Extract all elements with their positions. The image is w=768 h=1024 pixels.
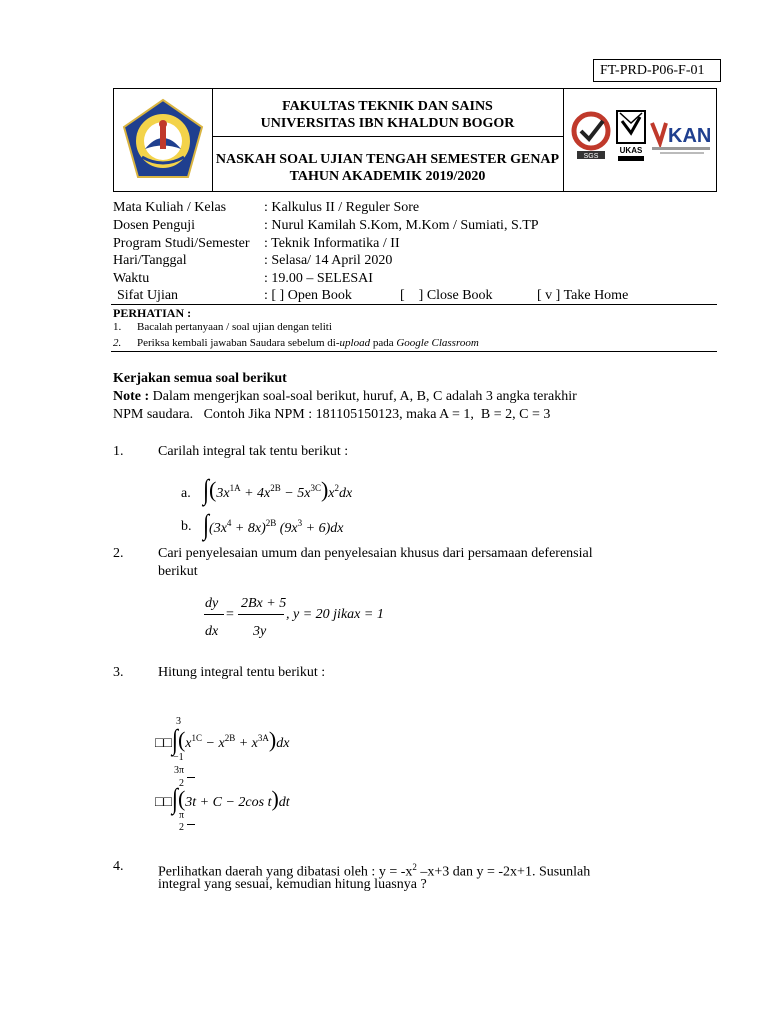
time-value: : 19.00 – SELESAI <box>264 271 373 286</box>
q3b-formula: □□∫(3t + C − 2cos t)dt <box>155 782 290 815</box>
attention-item-1-num: 1. <box>113 321 122 333</box>
q2-denominator-right: 3y <box>253 624 267 639</box>
question-4-number: 4. <box>113 859 124 874</box>
attention-item-2-text: pada <box>370 337 397 349</box>
divider <box>111 351 717 352</box>
attention-item-2-classroom: Google Classroom <box>396 337 479 349</box>
svg-text:SGS: SGS <box>583 153 599 160</box>
attention-item-2-num: 2. <box>113 337 122 349</box>
exam-type-close-book: [ ] Close Book <box>400 288 493 303</box>
faculty-name: FAKULTAS TEKNIK DAN SAINS <box>282 99 493 114</box>
question-1b-label: b. <box>181 519 192 534</box>
program-value: : Teknik Informatika / II <box>264 236 400 251</box>
fraction-bar <box>204 614 224 615</box>
fraction-bar <box>187 777 195 778</box>
attention-item-2 <box>137 336 479 350</box>
form-code-box <box>593 59 721 82</box>
question-1-text: Carilah integral tak tentu berikut : <box>158 444 349 459</box>
q3a-lower-limit: −1 <box>173 752 184 763</box>
program-label: Program Studi/Semester <box>113 236 250 251</box>
divider <box>111 304 717 305</box>
university-seal-logo <box>120 97 206 183</box>
question-3-text: Hitung integral tentu berikut : <box>158 665 326 680</box>
course-value: : Kalkulus II / Reguler Sore <box>264 200 420 215</box>
date-label: Hari/Tanggal <box>113 253 187 268</box>
divider <box>563 89 564 191</box>
question-1a-formula: $\int(3x^{1A} + 4x^{2B} - 5x^{3C})x^2dx$ <box>203 473 353 506</box>
note-label: Note : <box>113 389 150 404</box>
q3b-upper-limit: 3π <box>174 765 185 776</box>
date-value: : Selasa/ 14 April 2020 <box>264 253 393 268</box>
question-2-number: 2. <box>113 546 124 561</box>
question-2-text: Cari penyelesaian umum dan penyelesaian khusus dari persamaan deferensial <box>158 546 593 561</box>
q4-text: Perlihatkan daerah yang dibatasi oleh : y = -x <box>158 864 413 880</box>
question-4-text-line2: integral yang sesuai, kemudian hitung luasnya ? <box>158 877 427 892</box>
q2-denominator-left: dx <box>205 624 219 639</box>
course-label: Mata Kuliah / Kelas <box>113 200 227 215</box>
q3b-lower-limit: π <box>179 810 185 821</box>
fraction-bar <box>238 614 284 615</box>
attention-title: PERHATIAN : <box>113 306 192 320</box>
attention-item-1: Bacalah pertanyaan / soal ujian dengan teliti <box>137 321 332 333</box>
q3a-formula: $□□\int(x^{1C} - x^{2B} + x^{3A})dx$ <box>155 723 290 756</box>
question-1a-label: a. <box>181 486 191 501</box>
kan-certification-logo <box>650 119 712 155</box>
note-text: Dalam mengerjkan soal-soal berikut, huruf, A, B, C adalah 3 angka terakhir <box>149 389 577 404</box>
sgs-certification-logo <box>571 111 611 161</box>
question-1b-formula: $\int(3x^4 + 8x)^{2B}$ $(9x^3 + 6)dx$ <box>203 508 344 541</box>
svg-text:KAN: KAN <box>668 125 712 147</box>
instructions-heading: Kerjakan semua soal berikut <box>113 371 287 386</box>
ukas-certification-logo <box>615 109 647 163</box>
q2-equals: = <box>226 607 234 622</box>
attention-item-2-text: Periksa kembali jawaban Saudara sebelum di- <box>137 337 340 349</box>
exam-type-label: Sifat Ujian <box>117 288 179 303</box>
question-1-number: 1. <box>113 444 124 459</box>
header-table <box>113 88 717 192</box>
q2-numerator-right: 2Bx + 5 <box>241 596 287 611</box>
lecturer-label: Dosen Penguji <box>113 218 196 233</box>
q4-text: –x+3 dan y = -2x+1. Susunlah <box>416 864 591 880</box>
q2-numerator-left: dy <box>205 596 219 611</box>
q2-condition: , y = 20 jikax = 1 <box>286 607 384 622</box>
academic-year: TAHUN AKADEMIK 2019/2020 <box>289 169 486 184</box>
instructions-note <box>113 388 577 406</box>
instructions-note-line2: NPM saudara. Contoh Jika NPM : 181105150123, maka A = 1, B = 2, C = 3 <box>113 407 551 422</box>
time-label: Waktu <box>113 271 150 286</box>
q3b-upper-denominator: 2 <box>179 778 184 789</box>
exam-type-open-book: : [ ] Open Book <box>264 288 352 303</box>
lecturer-value: : Nurul Kamilah S.Kom, M.Kom / Sumiati, S.TP <box>264 218 539 233</box>
question-2-text-line2: berikut <box>158 564 198 579</box>
exam-title: NASKAH SOAL UJIAN TENGAH SEMESTER GENAP <box>215 152 560 167</box>
exam-type-take-home: [ v ] Take Home <box>537 288 629 303</box>
q4-exponent: 2 <box>412 862 417 872</box>
q3a-upper-limit: 3 <box>176 716 181 727</box>
university-name: UNIVERSITAS IBN KHALDUN BOGOR <box>260 116 515 131</box>
form-code: FT-PRD-P06-F-01 <box>600 63 705 78</box>
attention-item-2-upload: upload <box>339 337 371 349</box>
divider <box>212 136 563 137</box>
svg-text:UKAS: UKAS <box>619 146 643 155</box>
question-3-number: 3. <box>113 665 124 680</box>
q3b-lower-denominator: 2 <box>179 822 184 833</box>
fraction-bar <box>187 824 195 825</box>
